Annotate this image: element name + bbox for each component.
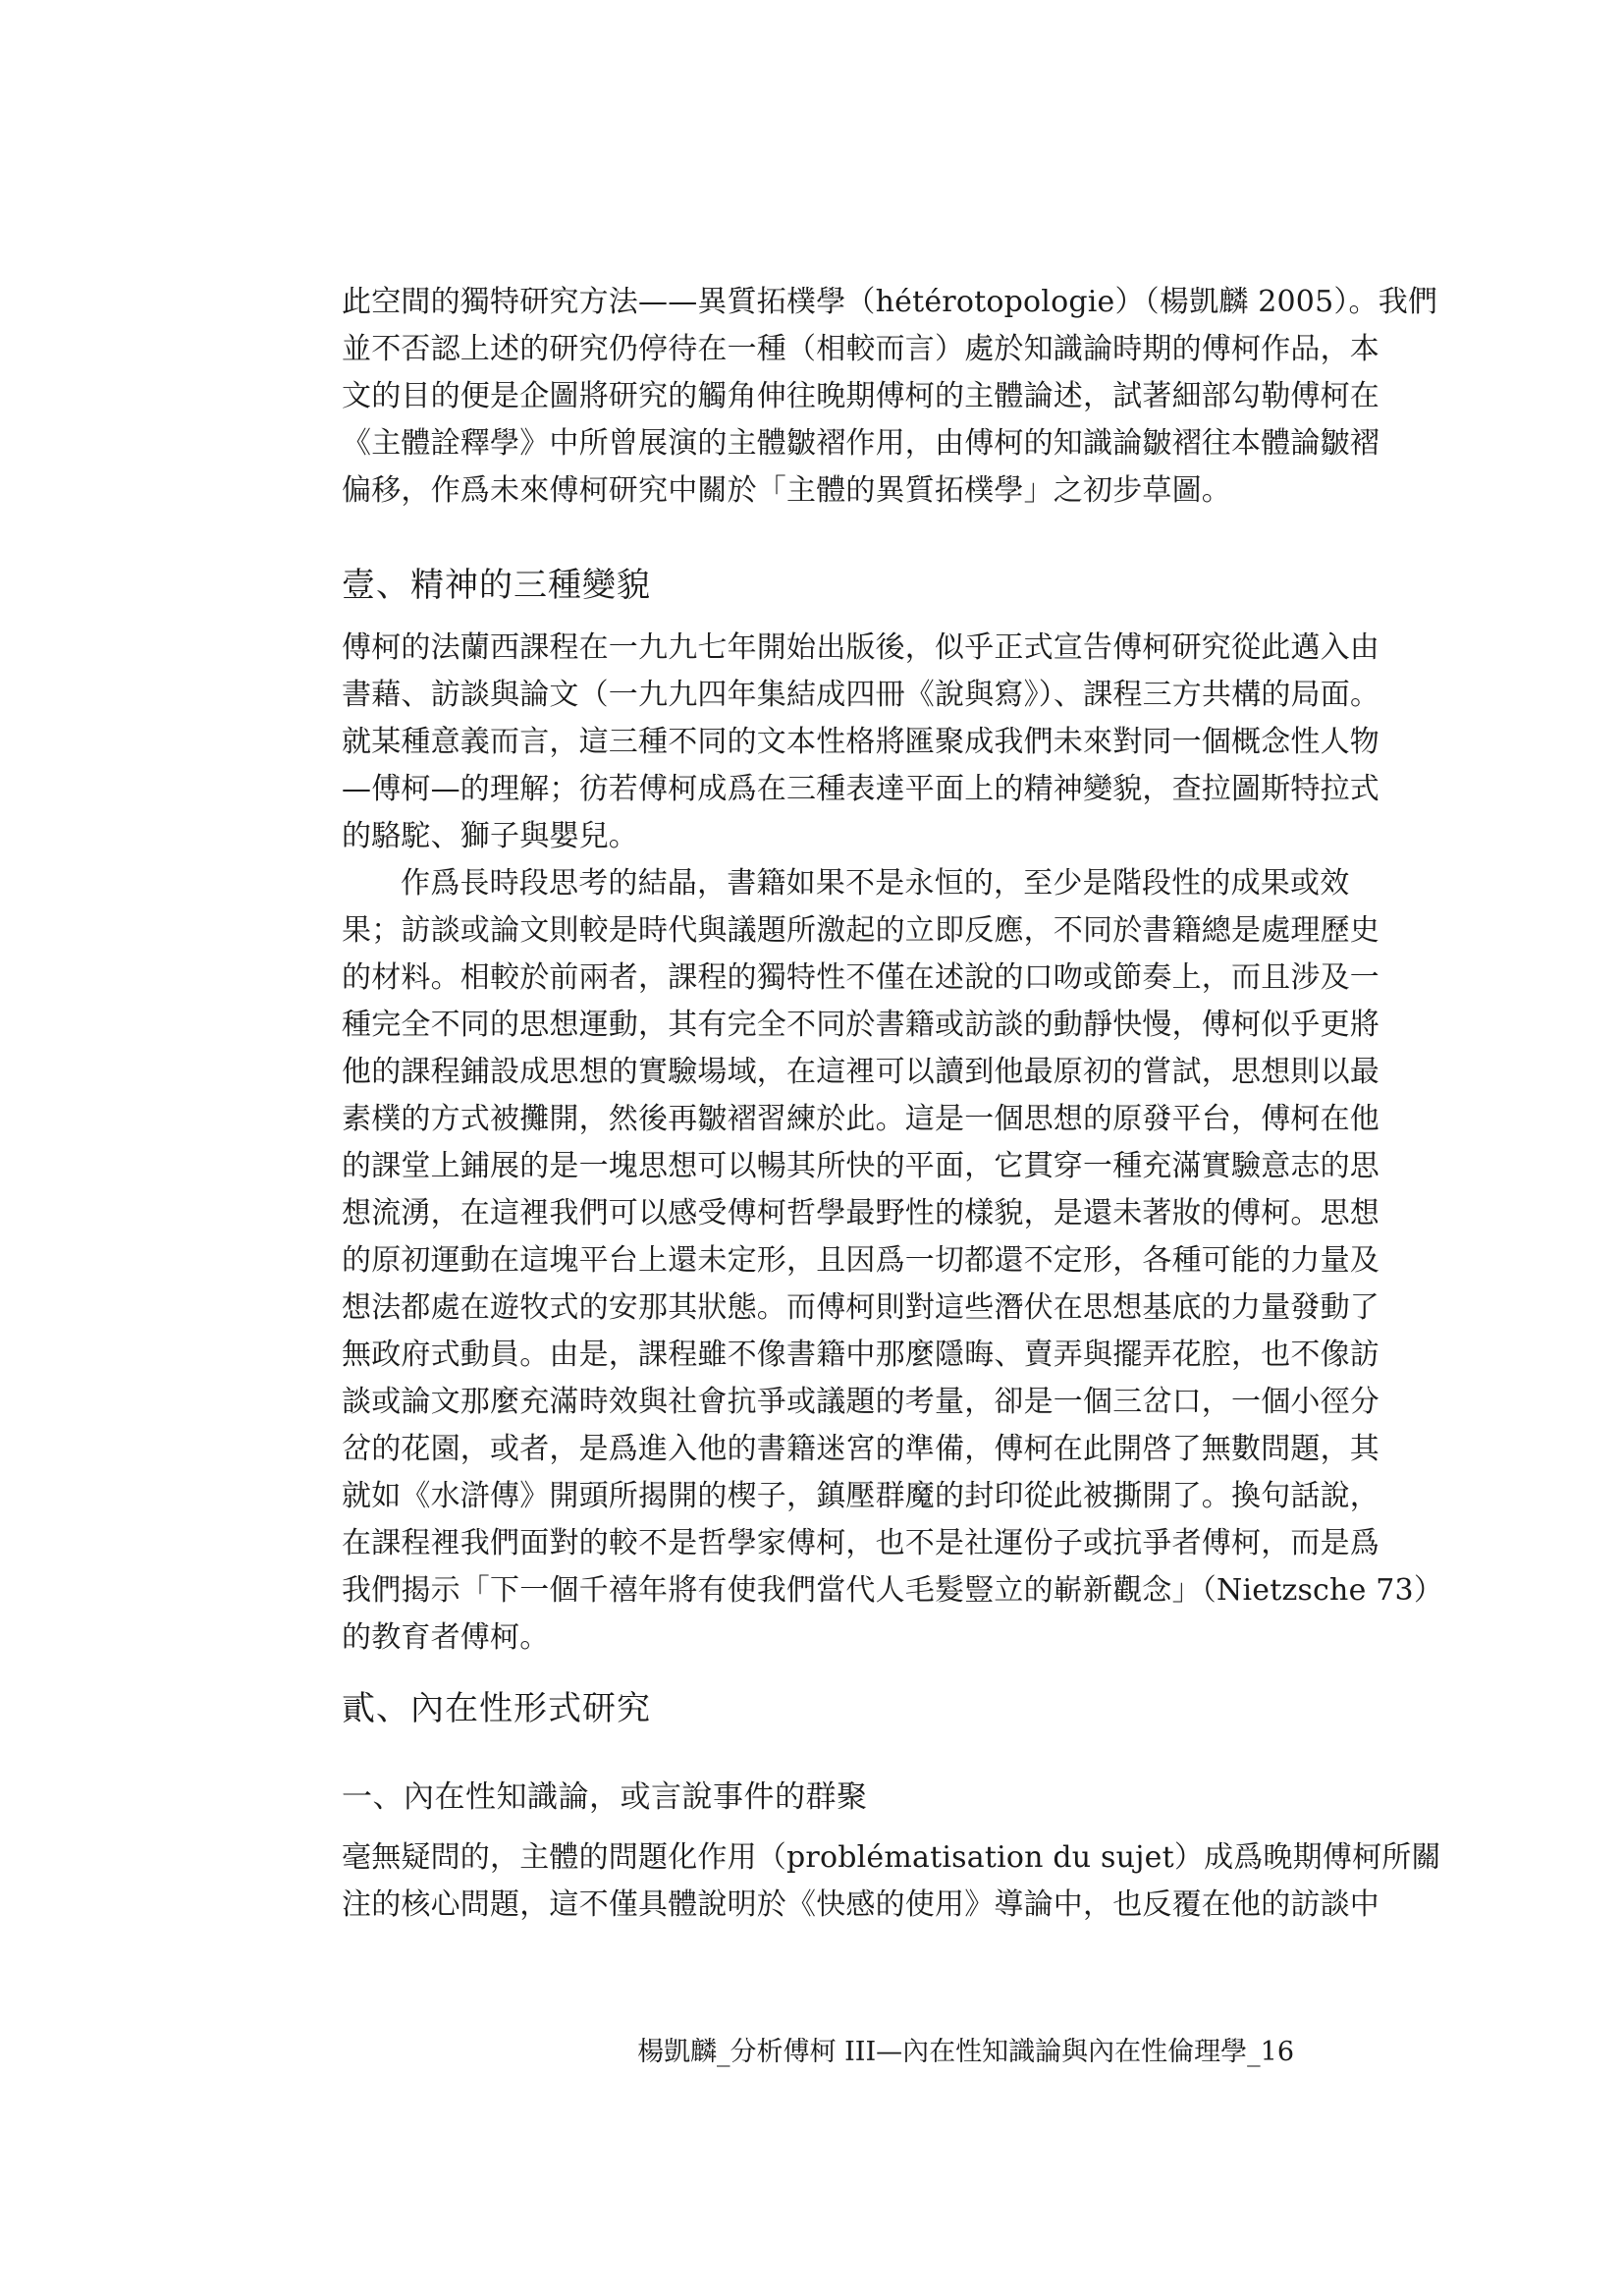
paragraph-line: 素樸的方式被攤開，然後再皺褶習練於此。這是一個思想的原發平台，傅柯在他 <box>342 1102 1379 1136</box>
paragraph-line: 毫無疑問的，主體的問題化作用（problématisation du sujet）成爲晚期傅柯所關 <box>342 1840 1441 1875</box>
paragraph-line: 書藉、訪談與論文（一九九四年集結成四冊《說與寫》）、課程三方共構的局面。 <box>342 678 1380 712</box>
paragraph-line: 岔的花園，或者，是爲進入他的書籍迷宮的準備，傅柯在此開啓了無數問題，其 <box>342 1432 1379 1466</box>
section-heading: 壹、精神的三種變貌 <box>342 566 651 605</box>
paragraph-line: 種完全不同的思想運動，其有完全不同於書籍或訪談的動靜快慢，傅柯似乎更將 <box>342 1008 1379 1042</box>
section-2-subsection <box>342 1774 1294 1821</box>
paragraph-line: 想流湧，在這裡我們可以感受傅柯哲學最野性的樣貌，是還未著妝的傅柯。思想 <box>342 1196 1379 1230</box>
intro-line: 並不否認上述的研究仍停待在一種（相較而言）處於知識論時期的傅柯作品，本 <box>342 332 1379 366</box>
paragraph-line: 果；訪談或論文則較是時代與議題所激起的立即反應，不同於書籍總是處理歷史 <box>342 913 1379 948</box>
intro-paragraph <box>342 279 1438 515</box>
section-1-paragraph-1 <box>342 625 1380 860</box>
sub-heading: 一、內在性知識論，或言說事件的群聚 <box>342 1779 868 1815</box>
paragraph-line: 注的核心問題，這不僅具體說明於《快感的使用》導論中，也反覆在他的訪談中 <box>342 1887 1379 1922</box>
intro-line: 偏移，作爲未來傅柯研究中關於「主體的異質拓樸學」之初步草圖。 <box>342 473 1231 508</box>
paragraph-line: 作爲長時段思考的結晶，書籍如果不是永恒的，至少是階段性的成果或效 <box>401 866 1350 901</box>
paragraph-line: 想法都處在遊牧式的安那其狀態。而傅柯則對這些潛伏在思想基底的力量發動了 <box>342 1290 1379 1325</box>
section-1 <box>342 562 1294 609</box>
paragraph-line: 的教育者傅柯。 <box>342 1620 550 1655</box>
section-1-paragraph-2 <box>342 860 1444 1662</box>
paragraph-line: 的材料。相較於前兩者，課程的獨特性不僅在述說的口吻或節奏上，而且涉及一 <box>342 960 1379 995</box>
intro-line: 《主體詮釋學》中所曾展演的主體皺褶作用，由傅柯的知識論皺褶往本體論皺褶 <box>342 426 1379 461</box>
intro-line: 此空間的獨特研究方法——異質拓樸學（hétérotopologie）（楊凱麟 2005）。我們 <box>342 285 1438 319</box>
section-heading: 貳、內在性形式研究 <box>342 1689 651 1728</box>
paragraph-line: 談或論文那麼充滿時效與社會抗爭或議題的考量，卻是一個三岔口，一個小徑分 <box>342 1385 1379 1419</box>
intro-line: 文的目的便是企圖將研究的觸角伸往晚期傅柯的主體論述，試著細部勾勒傅柯在 <box>342 379 1379 413</box>
paragraph-line: 就如《水滸傳》開頭所揭開的楔子，鎮壓群魔的封印從此被撕開了。換句話說， <box>342 1479 1379 1513</box>
paragraph-line: 我們揭示「下一個千禧年將有使我們當代人毛髮豎立的嶄新觀念」（Nietzsche 73） <box>342 1573 1444 1608</box>
section-2-paragraph-1 <box>342 1834 1441 1929</box>
paragraph-line: 的駱駝、獅子與嬰兒。 <box>342 819 638 853</box>
paragraph-line: 就某種意義而言，這三種不同的文本性格將匯聚成我們未來對同一個概念性人物 <box>342 725 1379 759</box>
paragraph-line: 在課程裡我們面對的較不是哲學家傅柯，也不是社運份子或抗爭者傅柯，而是爲 <box>342 1526 1379 1560</box>
page-footer: 楊凱麟_分析傅柯 III—內在性知識論與內在性倫理學_16 <box>637 2037 1294 2067</box>
paragraph-line: 的課堂上鋪展的是一塊思想可以暢其所快的平面，它貫穿一種充滿實驗意志的思 <box>342 1149 1379 1183</box>
paragraph-line: 傅柯的法蘭西課程在一九九七年開始出版後，似乎正式宣告傅柯研究從此邁入由 <box>342 630 1379 665</box>
paragraph-line: 無政府式動員。由是，課程雖不像書籍中那麼隱晦、賣弄與擺弄花腔，也不像訪 <box>342 1338 1379 1372</box>
paragraph-line: 的原初運動在這塊平台上還未定形，且因爲一切都還不定形，各種可能的力量及 <box>342 1243 1379 1278</box>
paragraph-line: —傅柯—的理解；彷若傅柯成爲在三種表達平面上的精神變貌，查拉圖斯特拉式 <box>342 772 1379 806</box>
paragraph-line: 他的課程鋪設成思想的實驗場域，在這裡可以讀到他最原初的嘗試，思想則以最 <box>342 1055 1379 1089</box>
section-2 <box>342 1685 1294 1732</box>
